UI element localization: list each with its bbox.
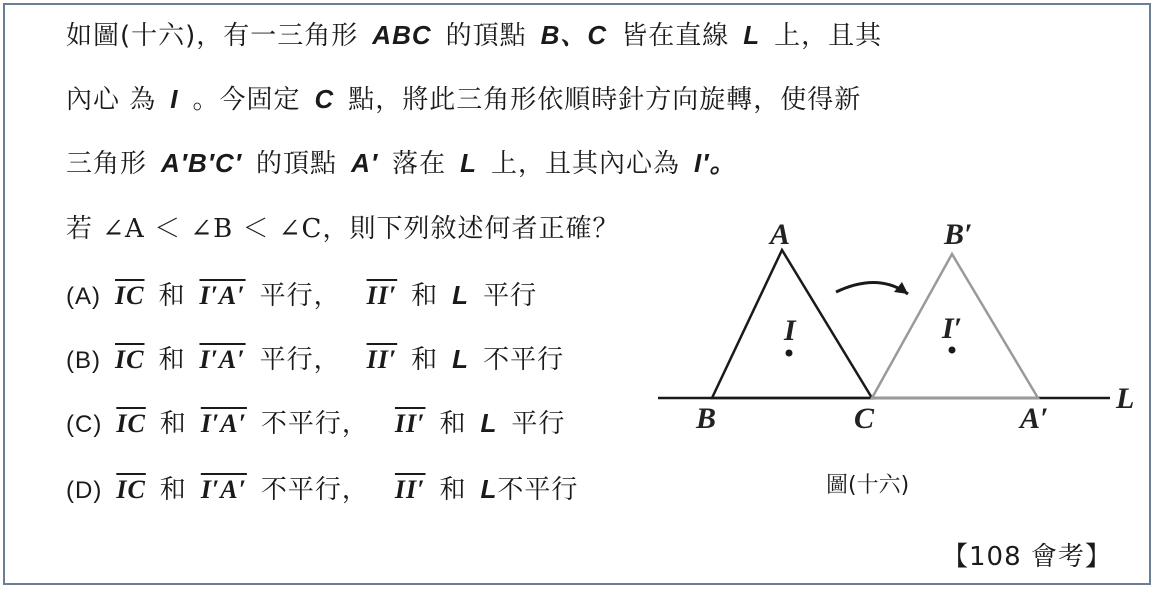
relation-text: 平行， bbox=[259, 345, 341, 375]
and-text: 和 bbox=[411, 281, 439, 311]
line1-text-b: 的頂點 bbox=[445, 21, 527, 51]
segment-ic: $\overline{IC}$ bbox=[115, 345, 145, 374]
option-d[interactable] bbox=[66, 474, 578, 506]
segment-ic: $\overline{IC}$ bbox=[116, 409, 146, 438]
segment-i-i-prime: II′ bbox=[366, 345, 398, 374]
and-text: 和 bbox=[159, 475, 187, 505]
incenter-i-prime-label: I′。 bbox=[694, 148, 737, 178]
line2-text-b: 。今固定 bbox=[192, 85, 301, 115]
problem-line-1 bbox=[66, 20, 882, 51]
line-l-label: L bbox=[452, 344, 470, 374]
option-a[interactable] bbox=[66, 280, 537, 312]
vertex-a-prime-label: A′ bbox=[351, 148, 379, 178]
exam-source: 【108 會考】 bbox=[942, 542, 1112, 572]
line1-text-a: 如圖(十六)，有一三角形 bbox=[66, 21, 359, 51]
problem-line-2 bbox=[66, 84, 861, 115]
and-text: 和 bbox=[439, 475, 467, 505]
label-c: C bbox=[854, 402, 875, 435]
label-a: A bbox=[770, 218, 791, 251]
label-b-prime: B′ bbox=[944, 218, 973, 251]
relation-text: 平行， bbox=[259, 281, 341, 311]
and-text: 和 bbox=[159, 409, 187, 439]
point-c-label: C bbox=[314, 84, 335, 114]
vertices-bc-label: B、C bbox=[540, 20, 608, 50]
line-l-label: L bbox=[452, 280, 470, 310]
and-text: 和 bbox=[158, 345, 186, 375]
option-a-label: (A) bbox=[66, 283, 101, 310]
triangle-abc-label: ABC bbox=[372, 20, 432, 50]
and-text: 和 bbox=[411, 345, 439, 375]
incenter-i-dot bbox=[786, 350, 793, 357]
label-i-prime: I′ bbox=[942, 312, 963, 345]
line-l-label-2: L bbox=[460, 148, 477, 178]
and-text: 和 bbox=[158, 281, 186, 311]
segment-i-i-prime: II′ bbox=[394, 475, 426, 504]
segment-i-i-prime: II′ bbox=[366, 281, 398, 310]
line-l-label: L bbox=[743, 20, 761, 50]
segment-ic: $\overline{IC}$ bbox=[116, 475, 146, 504]
segment-i-prime-a-prime: I′A′ bbox=[199, 281, 246, 310]
relation-text: 不平行， bbox=[260, 475, 369, 505]
segment-i-i-prime: II′ bbox=[394, 409, 426, 438]
relation-text: 平行 bbox=[511, 409, 566, 439]
relation-text: 不平行 bbox=[497, 475, 579, 505]
figure-caption: 圖(十六) bbox=[826, 473, 910, 498]
option-c[interactable] bbox=[66, 408, 565, 440]
and-text: 和 bbox=[439, 409, 467, 439]
line-l-label: L bbox=[480, 474, 498, 504]
line2-text-a: 內心 為 bbox=[66, 85, 157, 115]
label-a-prime: A′ bbox=[1020, 402, 1049, 435]
label-b: B bbox=[696, 402, 717, 435]
triangle-abc-prime-label: A′B′C′ bbox=[161, 148, 243, 178]
incenter-i-prime-dot bbox=[949, 347, 956, 354]
option-c-label: (C) bbox=[66, 411, 103, 438]
line1-text-c: 皆在直線 bbox=[621, 21, 730, 51]
line-l-label: L bbox=[480, 408, 498, 438]
line3-text-a: 三角形 bbox=[66, 149, 148, 179]
incenter-i-label: I bbox=[170, 84, 179, 114]
relation-text: 不平行， bbox=[260, 409, 369, 439]
option-b[interactable] bbox=[66, 344, 564, 376]
label-l: L bbox=[1116, 382, 1135, 415]
relation-text: 不平行 bbox=[483, 345, 565, 375]
line3-text-d: 上，且其內心為 bbox=[490, 149, 680, 179]
segment-i-prime-a-prime: I′A′ bbox=[200, 409, 247, 438]
problem-question bbox=[66, 214, 619, 244]
segment-i-prime-a-prime: I′A′ bbox=[199, 345, 246, 374]
label-i: I bbox=[784, 314, 796, 347]
relation-text: 平行 bbox=[483, 281, 538, 311]
segment-i-prime-a-prime: I′A′ bbox=[200, 475, 247, 504]
problem-line-3 bbox=[66, 148, 736, 179]
option-d-label: (D) bbox=[66, 477, 103, 504]
geometry-figure bbox=[650, 212, 1150, 452]
line2-text-c: 點，將此三角形依順時針方向旋轉，使得新 bbox=[348, 85, 862, 115]
line1-text-d: 上，且其 bbox=[774, 21, 883, 51]
segment-ic: $\overline{IC}$ bbox=[115, 281, 145, 310]
option-b-label: (B) bbox=[66, 347, 101, 374]
question-text: 若 ∠A ＜ ∠B ＜ ∠C，則下列敘述何者正確？ bbox=[66, 214, 620, 244]
line3-text-c: 落在 bbox=[392, 149, 447, 179]
line3-text-b: 的頂點 bbox=[256, 149, 338, 179]
